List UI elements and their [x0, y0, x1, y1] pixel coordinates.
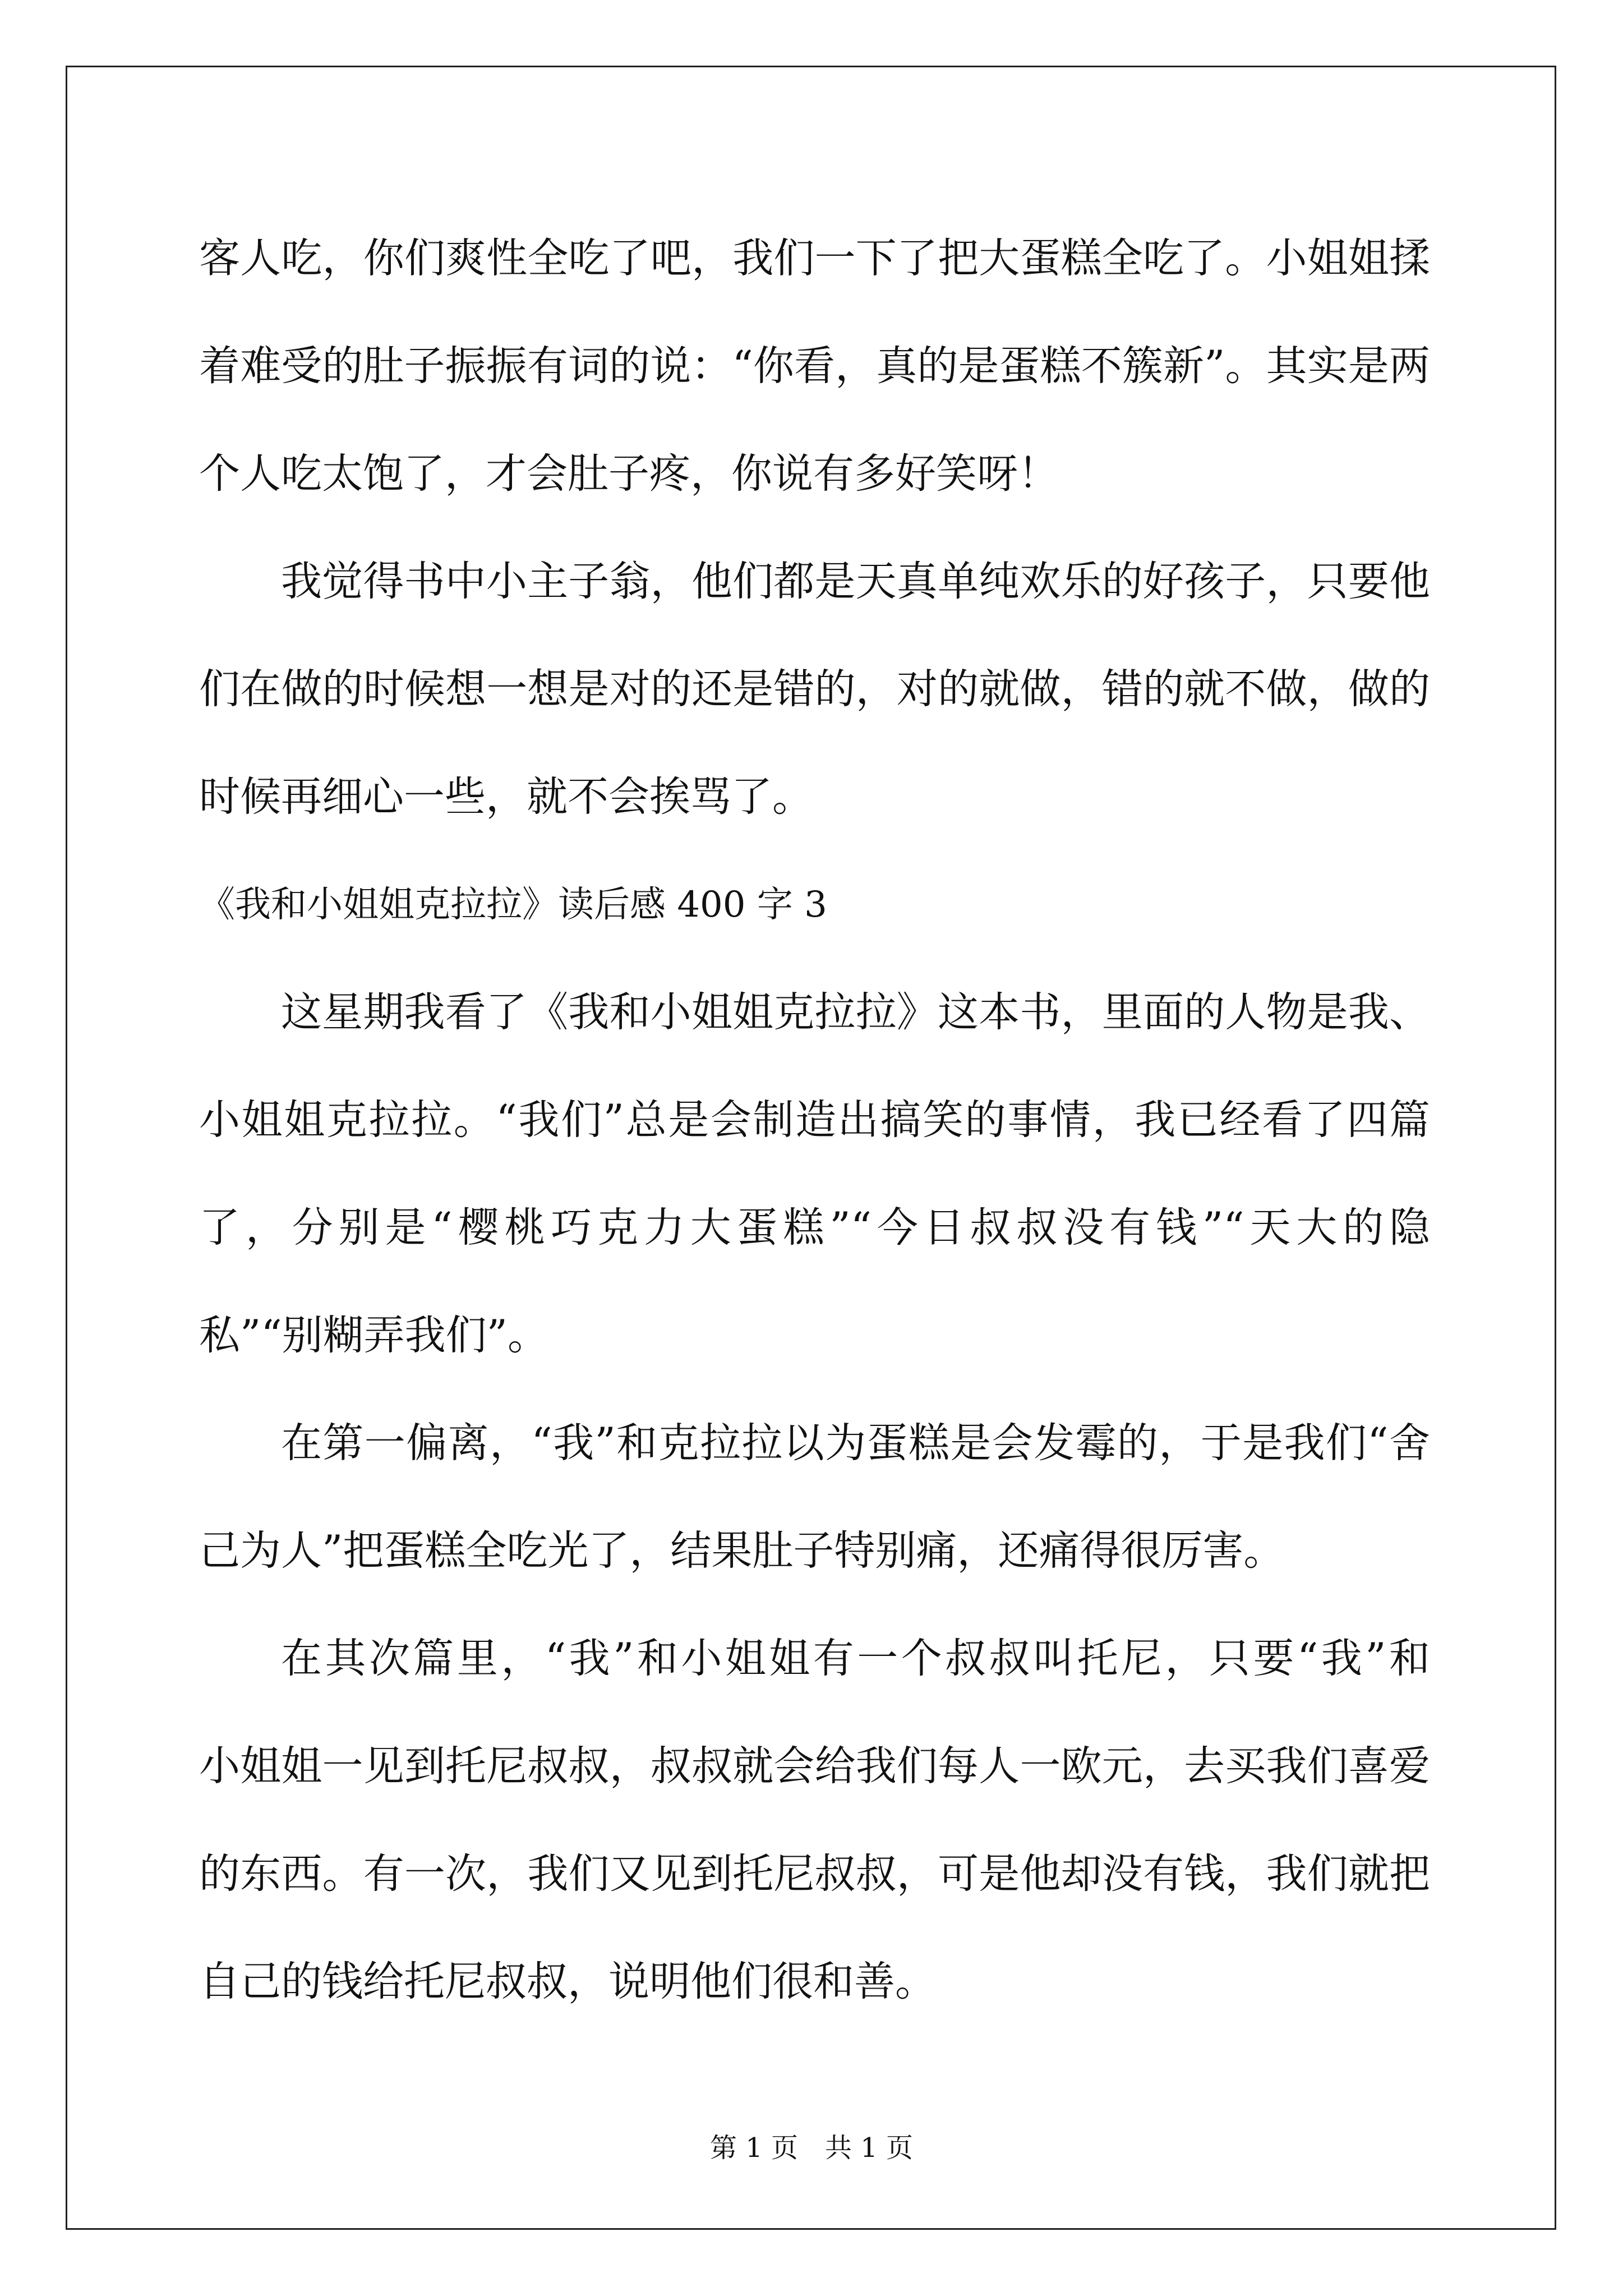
- section-heading: [199, 851, 1430, 959]
- page-footer: [0, 2126, 1623, 2165]
- text-line: 小姐姐一见到托尼叔叔，叔叔就会给我们每人一欧元，去买我们喜爱: [199, 1742, 1430, 1790]
- text-line: 客人吃，你们爽性全吃了吧，我们一下了把大蛋糕全吃了。小姐姐揉: [199, 234, 1430, 282]
- paragraph: [199, 528, 1430, 851]
- paragraph: [199, 1605, 1430, 2036]
- paragraph: [199, 959, 1430, 1389]
- paragraph: [199, 1389, 1430, 1605]
- text-line: 这星期我看了《我和小姐姐克拉拉》这本书，里面的人物是我、: [281, 988, 1430, 1036]
- heading-text: 《我和小姐姐克拉拉》读后感 400 字 3: [199, 884, 827, 926]
- text-line: 的东西。有一次，我们又见到托尼叔叔，可是他却没有钱，我们就把: [199, 1850, 1430, 1898]
- page-number: 第 1 页 共 1 页: [709, 2132, 914, 2164]
- text-line: 时候再细心一些，就不会挨骂了。: [199, 773, 813, 821]
- text-line: 小姐姐克拉拉。“我们”总是会制造出搞笑的事情，我已经看了四篇: [199, 1096, 1430, 1144]
- paragraph-continuation: [199, 205, 1430, 528]
- text-line: 私”“别糊弄我们”。: [199, 1312, 548, 1359]
- text-line: 着难受的肚子振振有词的说：“你看，真的是蛋糕不簇新”。其实是两: [199, 342, 1430, 390]
- text-line: 在第一偏离，“我”和克拉拉以为蛋糕是会发霉的，于是我们“舍: [281, 1419, 1430, 1467]
- text-line: 了，分别是“樱桃巧克力大蛋糕”“今日叔叔没有钱”“天大的隐: [199, 1204, 1430, 1251]
- document-body: [199, 205, 1430, 2036]
- text-line: 个人吃太饱了，才会肚子疼，你说有多好笑呀！: [199, 450, 1059, 498]
- text-line: 自己的钱给托尼叔叔，说明他们很和善。: [199, 1958, 936, 2005]
- text-line: 在其次篇里，“我”和小姐姐有一个叔叔叫托尼，只要“我”和: [281, 1635, 1430, 1682]
- text-line: 我觉得书中小主子翁，他们都是天真单纯欢乐的好孩子，只要他: [281, 558, 1430, 605]
- text-line: 己为人”把蛋糕全吃光了，结果肚子特别痛，还痛得很厉害。: [199, 1527, 1285, 1575]
- text-line: 们在做的时候想一想是对的还是错的，对的就做，错的就不做，做的: [199, 665, 1430, 713]
